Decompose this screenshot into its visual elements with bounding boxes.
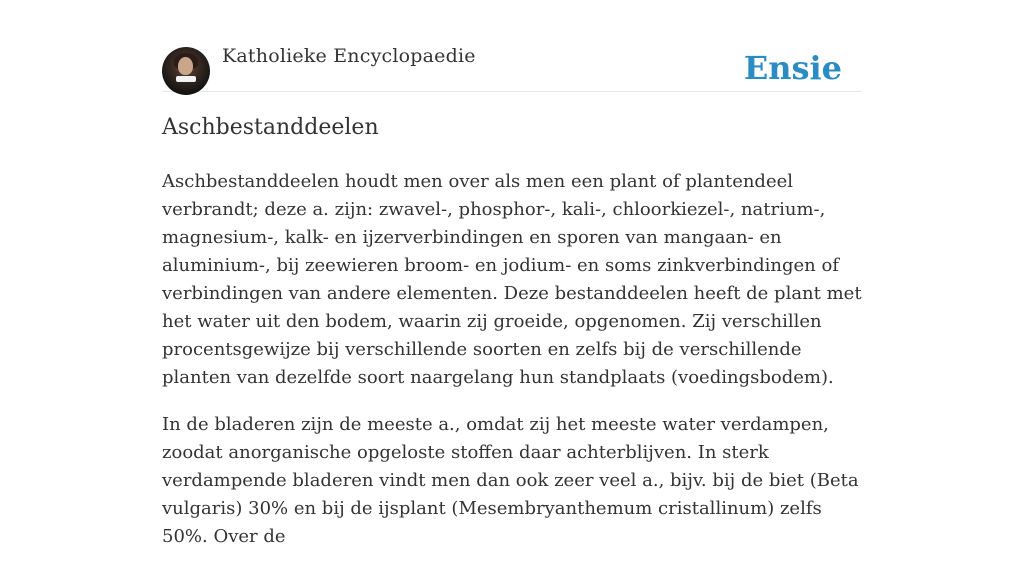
article-body — [162, 168, 862, 570]
page-title: Aschbestanddeelen — [162, 115, 379, 140]
site-header — [162, 0, 862, 92]
brand-logo-link[interactable]: Ensie — [743, 49, 842, 87]
page-container — [162, 0, 862, 547]
avatar-collar — [176, 76, 196, 82]
source-name-link[interactable]: Katholieke Encyclopaedie — [222, 45, 476, 67]
author-avatar[interactable] — [162, 47, 210, 95]
article-paragraph: In de bladeren zijn de meeste a., omdat zij het meeste water verdampen, zoodat anorganische opgeloste stoffen daar achterblijven. In sterk verdampende bladeren vindt men dan ook zeer veel a., bijv. bij de biet (Beta vulgaris) 30% en bij de ijsplant (Mesembryanthemum cristallinum) zelfs 50%. Over de — [162, 414, 859, 547]
article-paragraph: Aschbestanddeelen houdt men over als men een plant of plantendeel verbrandt; deze a. zijn: zwavel-, phosphor-, kali-, chloorkiezel-, natrium-, magnesium-, kalk- en ijzerverbindingen en sporen van mangaan- en aluminium-, bij zeewieren broom- en jodium- en soms zinkverbindingen of verbindingen van andere elementen. Deze bestanddeelen heeft de plant met het water uit den bodem, waarin zij groeide, opgenomen. Zij verschillen procentsgewijze bij verschillende soorten en zelfs bij de verschillende planten van dezelfde soort naargelang hun standplaats (voedingsbodem). — [162, 171, 862, 388]
avatar-face — [178, 57, 193, 75]
